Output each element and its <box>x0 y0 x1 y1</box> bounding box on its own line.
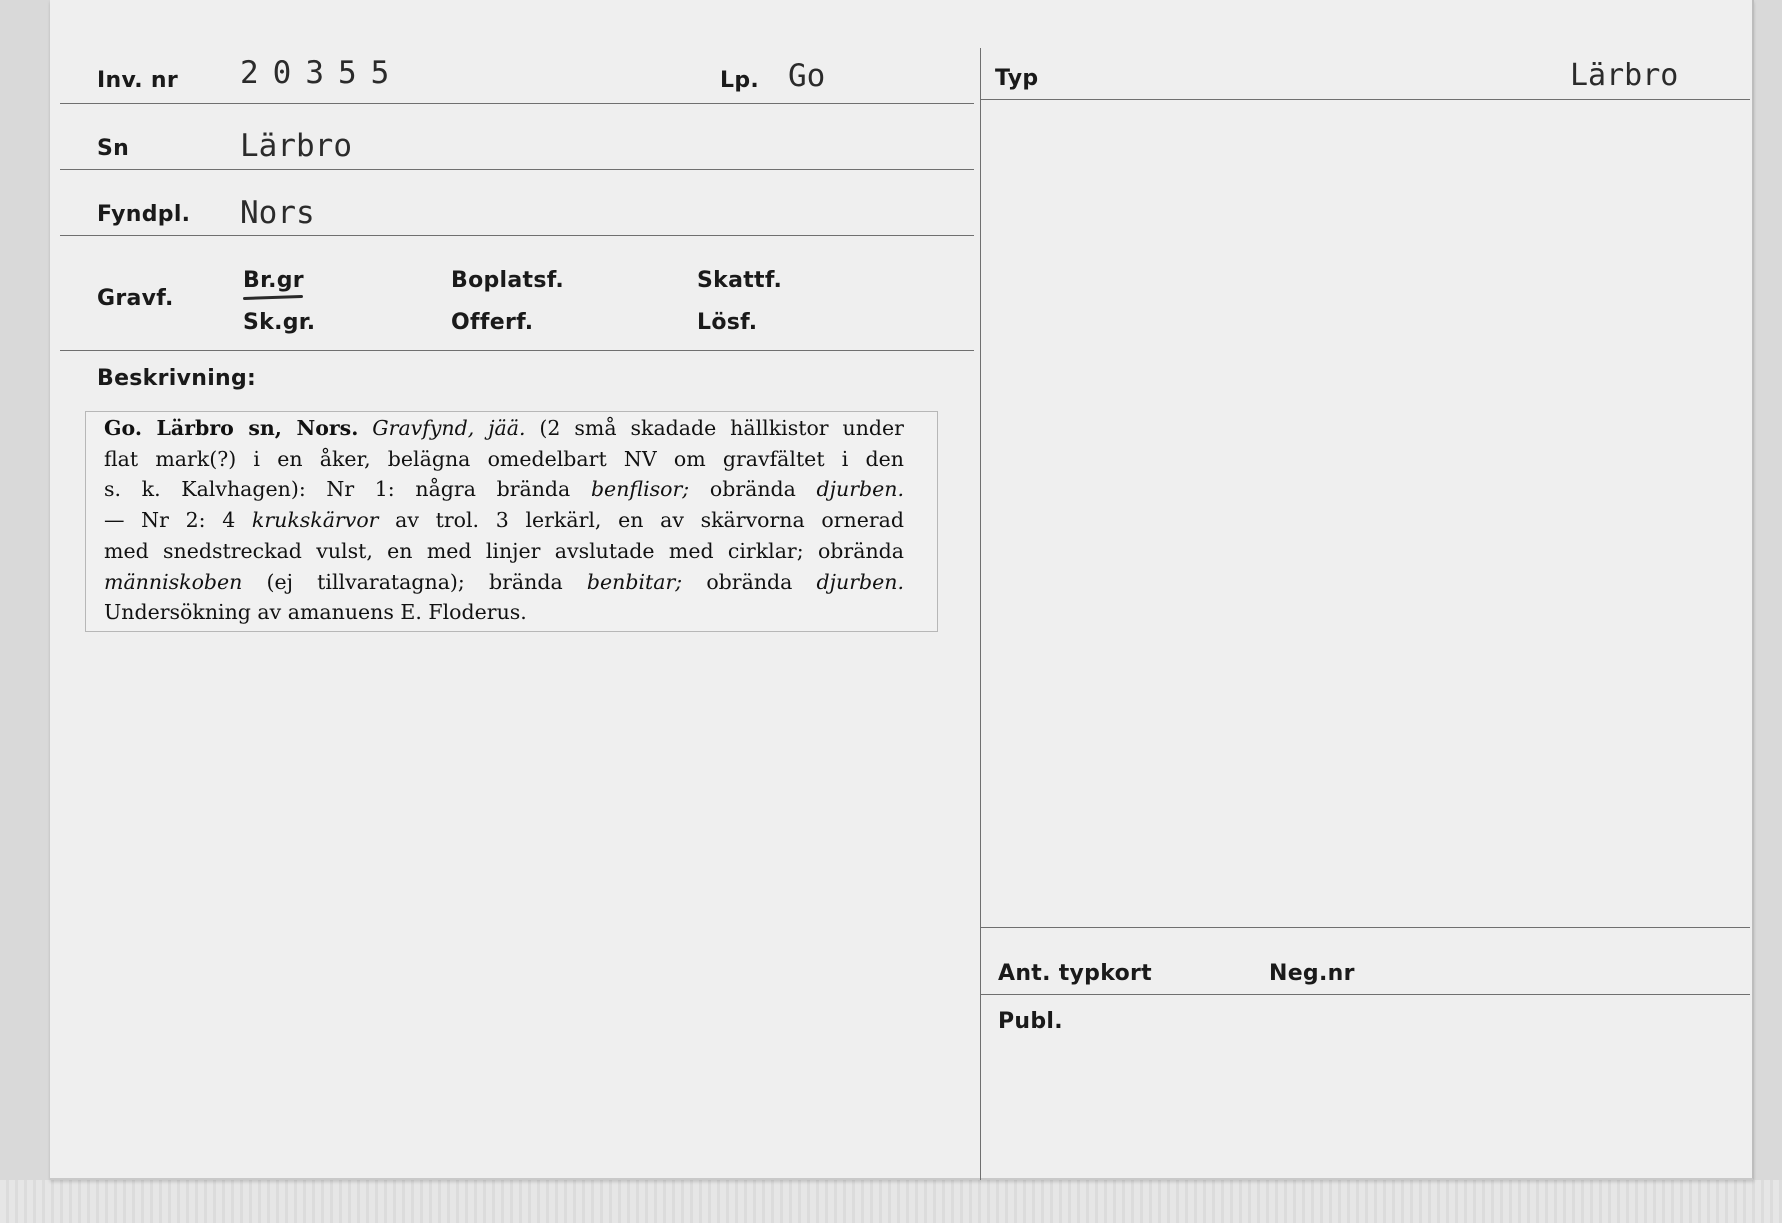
rule-typ <box>980 99 1750 100</box>
rule-sn <box>60 169 974 170</box>
lp-label: Lp. <box>720 68 760 93</box>
description-line <box>104 444 904 475</box>
ant-typkort-label: Ant. typkort <box>998 961 1152 986</box>
rule-fyndpl <box>60 235 974 236</box>
gravf-option-losf: Lösf. <box>697 310 758 335</box>
sn-label: Sn <box>97 136 130 161</box>
lp-value: Go <box>788 58 826 94</box>
publ-label: Publ. <box>998 1009 1063 1034</box>
description-run: av trol. 3 lerkärl, en av skärvorna ornerad <box>378 508 905 533</box>
description-run: benflisor; <box>590 477 690 502</box>
rule-ant-top <box>980 927 1750 928</box>
inv-nr-label: Inv. nr <box>97 68 179 93</box>
scan-bottom-strip <box>0 1180 1782 1223</box>
gravf-label: Gravf. <box>97 286 174 311</box>
gravf-option-offerf: Offerf. <box>451 310 534 335</box>
gravf-option-boplatsf: Boplatsf. <box>451 268 565 293</box>
typ-label: Typ <box>995 66 1039 91</box>
gravf-option-br-gr: Br.gr <box>243 268 304 293</box>
rule-ant-bottom <box>980 994 1750 995</box>
column-divider <box>980 48 981 1180</box>
description-line <box>104 597 904 628</box>
description-run: — Nr 2: 4 <box>104 508 252 533</box>
fyndpl-value: Nors <box>240 195 315 231</box>
description-run: s. k. Kalvhagen): Nr 1: några brända <box>104 477 591 502</box>
gravf-option-sk-gr: Sk.gr. <box>243 310 316 335</box>
description-run: obrända <box>682 569 817 594</box>
beskrivning-label: Beskrivning: <box>97 366 257 391</box>
description-run: djurben. <box>816 569 904 594</box>
gravf-option-skattf: Skattf. <box>697 268 783 293</box>
description-run: Gravfynd, jää. <box>372 416 526 440</box>
description-run <box>358 416 372 440</box>
rule-gravf <box>60 350 974 351</box>
description-line <box>104 567 904 598</box>
sn-value: Lärbro <box>240 128 352 164</box>
description-run: (2 små skadade hällkistor under <box>525 416 904 440</box>
description-line <box>104 536 904 567</box>
neg-nr-label: Neg.nr <box>1269 961 1355 986</box>
description-run: djurben. <box>816 477 905 502</box>
description-line <box>104 413 904 444</box>
description-run: flat mark(?) i en åker, belägna omedelbart NV om gravfältet i den <box>104 446 904 471</box>
fyndpl-label: Fyndpl. <box>97 202 191 227</box>
description-run: Undersökning av amanuens E. Floderus. <box>104 600 527 625</box>
typ-value: Lärbro <box>1570 58 1679 93</box>
inv-nr-value: 20355 <box>240 55 404 91</box>
description-run: benbitar; <box>586 569 683 594</box>
description-run: obrända <box>689 477 817 502</box>
rule-inv <box>60 103 974 104</box>
description-line <box>104 474 904 505</box>
description-text <box>104 413 904 628</box>
description-run: krukskärvor <box>251 508 379 533</box>
description-run: (ej tillvaratagna); brända <box>242 569 587 594</box>
description-run: Go. Lärbro sn, Nors. <box>104 416 359 440</box>
description-run: människoben <box>104 569 243 594</box>
description-line <box>104 505 904 536</box>
description-run: med snedstreckad vulst, en med linjer avslutade med cirklar; obrända <box>104 538 904 563</box>
